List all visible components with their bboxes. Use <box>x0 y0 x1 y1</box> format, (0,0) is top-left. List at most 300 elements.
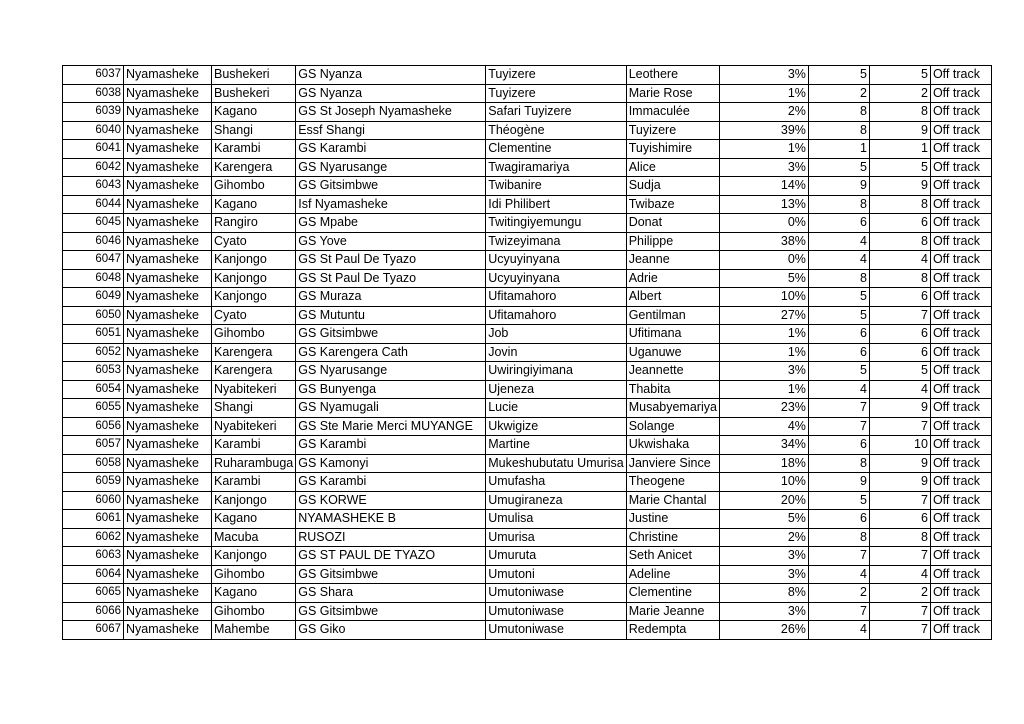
status-cell: Off track <box>930 602 991 621</box>
status-cell: Off track <box>930 621 991 640</box>
row-id-cell: 6053 <box>63 362 124 381</box>
percent-cell: 3% <box>719 547 808 566</box>
status-cell: Off track <box>930 158 991 177</box>
first-name-cell: Christine <box>626 528 719 547</box>
value-b-cell: 9 <box>869 454 930 473</box>
first-name-cell: Uganuwe <box>626 343 719 362</box>
school-cell: GS Nyamugali <box>296 399 486 418</box>
status-cell: Off track <box>930 195 991 214</box>
school-cell: GS Bunyenga <box>296 380 486 399</box>
value-b-cell: 8 <box>869 232 930 251</box>
row-id-cell: 6055 <box>63 399 124 418</box>
last-name-cell: Lucie <box>486 399 626 418</box>
district-cell: Nyamasheke <box>124 621 212 640</box>
first-name-cell: Ufitimana <box>626 325 719 344</box>
last-name-cell: Ujeneza <box>486 380 626 399</box>
status-cell: Off track <box>930 269 991 288</box>
value-b-cell: 9 <box>869 121 930 140</box>
table-row <box>63 84 992 103</box>
status-cell: Off track <box>930 103 991 122</box>
value-a-cell: 7 <box>808 417 869 436</box>
value-b-cell: 8 <box>869 195 930 214</box>
sector-cell: Gihombo <box>212 565 296 584</box>
first-name-cell: Donat <box>626 214 719 233</box>
value-a-cell: 8 <box>808 195 869 214</box>
sector-cell: Nyabitekeri <box>212 380 296 399</box>
table-row <box>63 251 992 270</box>
value-a-cell: 7 <box>808 399 869 418</box>
table-row <box>63 306 992 325</box>
percent-cell: 5% <box>719 510 808 529</box>
sector-cell: Cyato <box>212 232 296 251</box>
row-id-cell: 6057 <box>63 436 124 455</box>
table-row <box>63 436 992 455</box>
value-b-cell: 6 <box>869 214 930 233</box>
table-row <box>63 121 992 140</box>
sector-cell: Bushekeri <box>212 66 296 85</box>
value-b-cell: 5 <box>869 158 930 177</box>
first-name-cell: Marie Rose <box>626 84 719 103</box>
first-name-cell: Jeannette <box>626 362 719 381</box>
school-cell: GS St Joseph Nyamasheke <box>296 103 486 122</box>
value-a-cell: 2 <box>808 584 869 603</box>
percent-cell: 3% <box>719 602 808 621</box>
district-cell: Nyamasheke <box>124 288 212 307</box>
status-cell: Off track <box>930 399 991 418</box>
status-cell: Off track <box>930 454 991 473</box>
district-cell: Nyamasheke <box>124 528 212 547</box>
district-cell: Nyamasheke <box>124 140 212 159</box>
status-cell: Off track <box>930 565 991 584</box>
value-a-cell: 6 <box>808 510 869 529</box>
last-name-cell: Ufitamahoro <box>486 306 626 325</box>
row-id-cell: 6058 <box>63 454 124 473</box>
status-cell: Off track <box>930 288 991 307</box>
first-name-cell: Seth Anicet <box>626 547 719 566</box>
last-name-cell: Twibanire <box>486 177 626 196</box>
first-name-cell: Alice <box>626 158 719 177</box>
percent-cell: 2% <box>719 528 808 547</box>
school-cell: GS Muraza <box>296 288 486 307</box>
school-cell: GS Yove <box>296 232 486 251</box>
first-name-cell: Musabyemariya <box>626 399 719 418</box>
row-id-cell: 6043 <box>63 177 124 196</box>
value-b-cell: 6 <box>869 510 930 529</box>
sector-cell: Karengera <box>212 362 296 381</box>
row-id-cell: 6042 <box>63 158 124 177</box>
row-id-cell: 6067 <box>63 621 124 640</box>
percent-cell: 20% <box>719 491 808 510</box>
last-name-cell: Umufasha <box>486 473 626 492</box>
school-cell: GS Gitsimbwe <box>296 177 486 196</box>
status-cell: Off track <box>930 510 991 529</box>
value-a-cell: 8 <box>808 269 869 288</box>
sector-cell: Kagano <box>212 510 296 529</box>
school-cell: GS St Paul De Tyazo <box>296 251 486 270</box>
sector-cell: Shangi <box>212 399 296 418</box>
status-cell: Off track <box>930 232 991 251</box>
row-id-cell: 6066 <box>63 602 124 621</box>
percent-cell: 2% <box>719 103 808 122</box>
table-row <box>63 269 992 288</box>
value-b-cell: 1 <box>869 140 930 159</box>
first-name-cell: Adrie <box>626 269 719 288</box>
first-name-cell: Redempta <box>626 621 719 640</box>
last-name-cell: Jovin <box>486 343 626 362</box>
school-cell: GS Karambi <box>296 140 486 159</box>
value-b-cell: 8 <box>869 103 930 122</box>
sector-cell: Gihombo <box>212 325 296 344</box>
district-cell: Nyamasheke <box>124 399 212 418</box>
first-name-cell: Clementine <box>626 584 719 603</box>
sector-cell: Kagano <box>212 103 296 122</box>
last-name-cell: Job <box>486 325 626 344</box>
district-cell: Nyamasheke <box>124 251 212 270</box>
percent-cell: 18% <box>719 454 808 473</box>
table-row <box>63 343 992 362</box>
district-cell: Nyamasheke <box>124 362 212 381</box>
first-name-cell: Albert <box>626 288 719 307</box>
school-cell: GS Shara <box>296 584 486 603</box>
school-cell: NYAMASHEKE B <box>296 510 486 529</box>
value-b-cell: 5 <box>869 362 930 381</box>
percent-cell: 3% <box>719 362 808 381</box>
district-cell: Nyamasheke <box>124 510 212 529</box>
status-cell: Off track <box>930 325 991 344</box>
status-cell: Off track <box>930 343 991 362</box>
first-name-cell: Janviere Since <box>626 454 719 473</box>
sector-cell: Kanjongo <box>212 547 296 566</box>
first-name-cell: Solange <box>626 417 719 436</box>
school-cell: GS Giko <box>296 621 486 640</box>
value-b-cell: 7 <box>869 491 930 510</box>
value-b-cell: 7 <box>869 621 930 640</box>
percent-cell: 10% <box>719 288 808 307</box>
sector-cell: Karambi <box>212 140 296 159</box>
first-name-cell: Ukwishaka <box>626 436 719 455</box>
last-name-cell: Umurisa <box>486 528 626 547</box>
value-b-cell: 6 <box>869 325 930 344</box>
row-id-cell: 6056 <box>63 417 124 436</box>
table-row <box>63 177 992 196</box>
table-row <box>63 473 992 492</box>
row-id-cell: 6062 <box>63 528 124 547</box>
table-row <box>63 380 992 399</box>
sector-cell: Gihombo <box>212 602 296 621</box>
district-cell: Nyamasheke <box>124 158 212 177</box>
status-cell: Off track <box>930 473 991 492</box>
district-cell: Nyamasheke <box>124 269 212 288</box>
first-name-cell: Gentilman <box>626 306 719 325</box>
sector-cell: Karambi <box>212 436 296 455</box>
sector-cell: Shangi <box>212 121 296 140</box>
percent-cell: 14% <box>719 177 808 196</box>
last-name-cell: Umuruta <box>486 547 626 566</box>
percent-cell: 27% <box>719 306 808 325</box>
school-cell: GS Kamonyi <box>296 454 486 473</box>
school-cell: GS Karambi <box>296 473 486 492</box>
value-a-cell: 4 <box>808 621 869 640</box>
table-row <box>63 232 992 251</box>
row-id-cell: 6061 <box>63 510 124 529</box>
sector-cell: Kanjongo <box>212 269 296 288</box>
first-name-cell: Marie Jeanne <box>626 602 719 621</box>
row-id-cell: 6054 <box>63 380 124 399</box>
table-row <box>63 491 992 510</box>
status-cell: Off track <box>930 380 991 399</box>
school-cell: RUSOZI <box>296 528 486 547</box>
row-id-cell: 6046 <box>63 232 124 251</box>
sector-cell: Nyabitekeri <box>212 417 296 436</box>
district-cell: Nyamasheke <box>124 66 212 85</box>
value-a-cell: 6 <box>808 325 869 344</box>
last-name-cell: Mukeshubutatu Umurisa <box>486 454 626 473</box>
status-cell: Off track <box>930 306 991 325</box>
last-name-cell: Twagiramariya <box>486 158 626 177</box>
value-b-cell: 5 <box>869 66 930 85</box>
row-id-cell: 6059 <box>63 473 124 492</box>
sector-cell: Kanjongo <box>212 491 296 510</box>
sector-cell: Kanjongo <box>212 251 296 270</box>
district-cell: Nyamasheke <box>124 195 212 214</box>
percent-cell: 1% <box>719 325 808 344</box>
first-name-cell: Tuyizere <box>626 121 719 140</box>
row-id-cell: 6038 <box>63 84 124 103</box>
table-row <box>63 214 992 233</box>
last-name-cell: Ucyuyinyana <box>486 251 626 270</box>
value-b-cell: 4 <box>869 380 930 399</box>
percent-cell: 1% <box>719 140 808 159</box>
status-cell: Off track <box>930 362 991 381</box>
sector-cell: Gihombo <box>212 177 296 196</box>
sector-cell: Bushekeri <box>212 84 296 103</box>
district-cell: Nyamasheke <box>124 491 212 510</box>
status-cell: Off track <box>930 177 991 196</box>
table-row <box>63 140 992 159</box>
sector-cell: Cyato <box>212 306 296 325</box>
row-id-cell: 6060 <box>63 491 124 510</box>
row-id-cell: 6037 <box>63 66 124 85</box>
district-cell: Nyamasheke <box>124 565 212 584</box>
first-name-cell: Marie Chantal <box>626 491 719 510</box>
row-id-cell: 6048 <box>63 269 124 288</box>
percent-cell: 1% <box>719 380 808 399</box>
value-a-cell: 5 <box>808 158 869 177</box>
percent-cell: 3% <box>719 565 808 584</box>
first-name-cell: Tuyishimire <box>626 140 719 159</box>
school-cell: GS KORWE <box>296 491 486 510</box>
school-cell: GS St Paul De Tyazo <box>296 269 486 288</box>
last-name-cell: Umutoniwase <box>486 602 626 621</box>
table-row <box>63 288 992 307</box>
value-a-cell: 5 <box>808 306 869 325</box>
last-name-cell: Safari Tuyizere <box>486 103 626 122</box>
value-b-cell: 9 <box>869 177 930 196</box>
status-cell: Off track <box>930 528 991 547</box>
value-a-cell: 4 <box>808 232 869 251</box>
row-id-cell: 6050 <box>63 306 124 325</box>
value-a-cell: 6 <box>808 436 869 455</box>
value-a-cell: 7 <box>808 547 869 566</box>
district-cell: Nyamasheke <box>124 436 212 455</box>
last-name-cell: Umutoni <box>486 565 626 584</box>
table-row <box>63 621 992 640</box>
status-cell: Off track <box>930 251 991 270</box>
last-name-cell: Twizeyimana <box>486 232 626 251</box>
school-cell: GS Gitsimbwe <box>296 602 486 621</box>
status-cell: Off track <box>930 121 991 140</box>
sector-cell: Karambi <box>212 473 296 492</box>
value-b-cell: 10 <box>869 436 930 455</box>
district-cell: Nyamasheke <box>124 84 212 103</box>
sector-cell: Kanjongo <box>212 288 296 307</box>
row-id-cell: 6051 <box>63 325 124 344</box>
status-cell: Off track <box>930 584 991 603</box>
last-name-cell: Umugiraneza <box>486 491 626 510</box>
percent-cell: 10% <box>719 473 808 492</box>
row-id-cell: 6065 <box>63 584 124 603</box>
value-a-cell: 4 <box>808 565 869 584</box>
value-a-cell: 5 <box>808 288 869 307</box>
percent-cell: 8% <box>719 584 808 603</box>
first-name-cell: Philippe <box>626 232 719 251</box>
last-name-cell: Umulisa <box>486 510 626 529</box>
value-b-cell: 2 <box>869 84 930 103</box>
district-cell: Nyamasheke <box>124 547 212 566</box>
value-b-cell: 9 <box>869 473 930 492</box>
value-b-cell: 6 <box>869 343 930 362</box>
district-cell: Nyamasheke <box>124 343 212 362</box>
row-id-cell: 6041 <box>63 140 124 159</box>
last-name-cell: Ukwigize <box>486 417 626 436</box>
percent-cell: 4% <box>719 417 808 436</box>
value-a-cell: 8 <box>808 121 869 140</box>
value-a-cell: 8 <box>808 103 869 122</box>
percent-cell: 34% <box>719 436 808 455</box>
sector-cell: Kagano <box>212 584 296 603</box>
school-cell: Isf Nyamasheke <box>296 195 486 214</box>
last-name-cell: Théogène <box>486 121 626 140</box>
percent-cell: 3% <box>719 66 808 85</box>
row-id-cell: 6040 <box>63 121 124 140</box>
last-name-cell: Uwiringiyimana <box>486 362 626 381</box>
district-cell: Nyamasheke <box>124 177 212 196</box>
district-cell: Nyamasheke <box>124 325 212 344</box>
district-cell: Nyamasheke <box>124 306 212 325</box>
status-cell: Off track <box>930 214 991 233</box>
district-cell: Nyamasheke <box>124 121 212 140</box>
last-name-cell: Martine <box>486 436 626 455</box>
status-cell: Off track <box>930 491 991 510</box>
school-cell: GS ST PAUL DE TYAZO <box>296 547 486 566</box>
school-cell: GS Nyanza <box>296 66 486 85</box>
value-a-cell: 8 <box>808 528 869 547</box>
district-cell: Nyamasheke <box>124 417 212 436</box>
value-a-cell: 1 <box>808 140 869 159</box>
first-name-cell: Justine <box>626 510 719 529</box>
school-cell: GS Gitsimbwe <box>296 325 486 344</box>
table-row <box>63 565 992 584</box>
percent-cell: 1% <box>719 343 808 362</box>
school-cell: GS Karambi <box>296 436 486 455</box>
value-a-cell: 7 <box>808 602 869 621</box>
school-cell: GS Mpabe <box>296 214 486 233</box>
district-cell: Nyamasheke <box>124 103 212 122</box>
value-b-cell: 4 <box>869 565 930 584</box>
data-table <box>62 65 992 640</box>
last-name-cell: Umutoniwase <box>486 621 626 640</box>
first-name-cell: Thabita <box>626 380 719 399</box>
table-row <box>63 325 992 344</box>
value-b-cell: 7 <box>869 547 930 566</box>
district-cell: Nyamasheke <box>124 602 212 621</box>
table-row <box>63 103 992 122</box>
district-cell: Nyamasheke <box>124 473 212 492</box>
value-a-cell: 5 <box>808 362 869 381</box>
percent-cell: 23% <box>719 399 808 418</box>
table-row <box>63 547 992 566</box>
value-a-cell: 5 <box>808 66 869 85</box>
sector-cell: Rangiro <box>212 214 296 233</box>
status-cell: Off track <box>930 417 991 436</box>
last-name-cell: Umutoniwase <box>486 584 626 603</box>
table-body <box>63 66 992 640</box>
sector-cell: Karengera <box>212 343 296 362</box>
percent-cell: 0% <box>719 214 808 233</box>
school-cell: GS Gitsimbwe <box>296 565 486 584</box>
last-name-cell: Ucyuyinyana <box>486 269 626 288</box>
first-name-cell: Adeline <box>626 565 719 584</box>
value-b-cell: 7 <box>869 306 930 325</box>
row-id-cell: 6047 <box>63 251 124 270</box>
table-row <box>63 399 992 418</box>
status-cell: Off track <box>930 547 991 566</box>
last-name-cell: Twitingiyemungu <box>486 214 626 233</box>
value-b-cell: 6 <box>869 288 930 307</box>
school-cell: Essf Shangi <box>296 121 486 140</box>
value-a-cell: 4 <box>808 251 869 270</box>
value-a-cell: 9 <box>808 177 869 196</box>
percent-cell: 39% <box>719 121 808 140</box>
school-cell: GS Nyanza <box>296 84 486 103</box>
sector-cell: Kagano <box>212 195 296 214</box>
value-a-cell: 9 <box>808 473 869 492</box>
district-cell: Nyamasheke <box>124 584 212 603</box>
first-name-cell: Immaculée <box>626 103 719 122</box>
sector-cell: Macuba <box>212 528 296 547</box>
last-name-cell: Tuyizere <box>486 66 626 85</box>
percent-cell: 13% <box>719 195 808 214</box>
table-row <box>63 158 992 177</box>
percent-cell: 26% <box>719 621 808 640</box>
status-cell: Off track <box>930 140 991 159</box>
status-cell: Off track <box>930 66 991 85</box>
row-id-cell: 6063 <box>63 547 124 566</box>
first-name-cell: Jeanne <box>626 251 719 270</box>
row-id-cell: 6052 <box>63 343 124 362</box>
status-cell: Off track <box>930 436 991 455</box>
school-cell: GS Nyarusange <box>296 158 486 177</box>
school-cell: GS Ste Marie Merci MUYANGE <box>296 417 486 436</box>
value-b-cell: 9 <box>869 399 930 418</box>
last-name-cell: Idi Philibert <box>486 195 626 214</box>
value-b-cell: 4 <box>869 251 930 270</box>
value-b-cell: 7 <box>869 602 930 621</box>
school-cell: GS Nyarusange <box>296 362 486 381</box>
table-row <box>63 584 992 603</box>
last-name-cell: Tuyizere <box>486 84 626 103</box>
value-b-cell: 2 <box>869 584 930 603</box>
